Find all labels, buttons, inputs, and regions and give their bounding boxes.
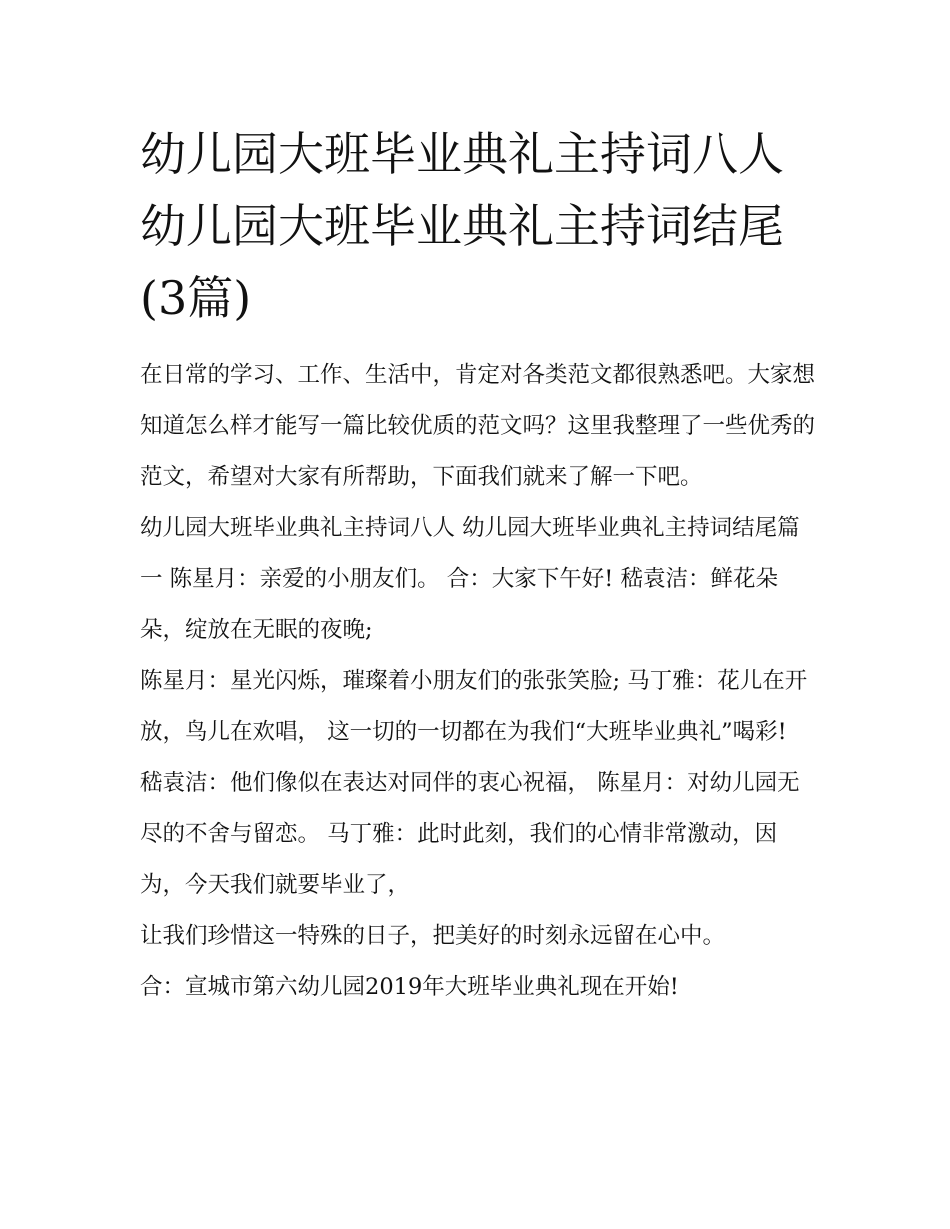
- document-content: [140, 118, 820, 1013]
- document-title: 幼儿园大班毕业典礼主持词八人 幼儿园大班毕业典礼主持词结尾(3篇): [140, 127, 784, 325]
- intro-paragraph: 在日常的学习、工作、生活中，肯定对各类范文都很熟悉吧。大家想知道怎么样才能写一篇比较优质的范文吗？这里我整理了一些优秀的范文，希望对大家有所帮助，下面我们就来了解一下吧。: [140, 362, 816, 490]
- body-paragraph-3: 嵇袁洁：他们像似在表达对同伴的衷心祝福， 陈星月：对幼儿园无尽的不舍与留恋。 马丁雅：此时此刻，我们的心情非常激动，因为，今天我们就要毕业了，: [140, 770, 800, 898]
- body-paragraph-5: 合：宣城市第六幼儿园2019年大班毕业典礼现在开始!: [140, 974, 679, 1000]
- body-paragraph-4: 让我们珍惜这一特殊的日子，把美好的时刻永远留在心中。: [140, 923, 726, 949]
- body-paragraph-1: 幼儿园大班毕业典礼主持词八人 幼儿园大班毕业典礼主持词结尾篇一 陈星月：亲爱的小朋友们。 合：大家下午好! 嵇袁洁：鲜花朵朵，绽放在无眠的夜晚;: [140, 515, 800, 643]
- body-paragraph-2: 陈星月：星光闪烁，璀璨着小朋友们的张张笑脸; 马丁雅：花儿在开放，鸟儿在欢唱， 这一切的一切都在为我们“大班毕业典礼”喝彩!: [140, 668, 808, 745]
